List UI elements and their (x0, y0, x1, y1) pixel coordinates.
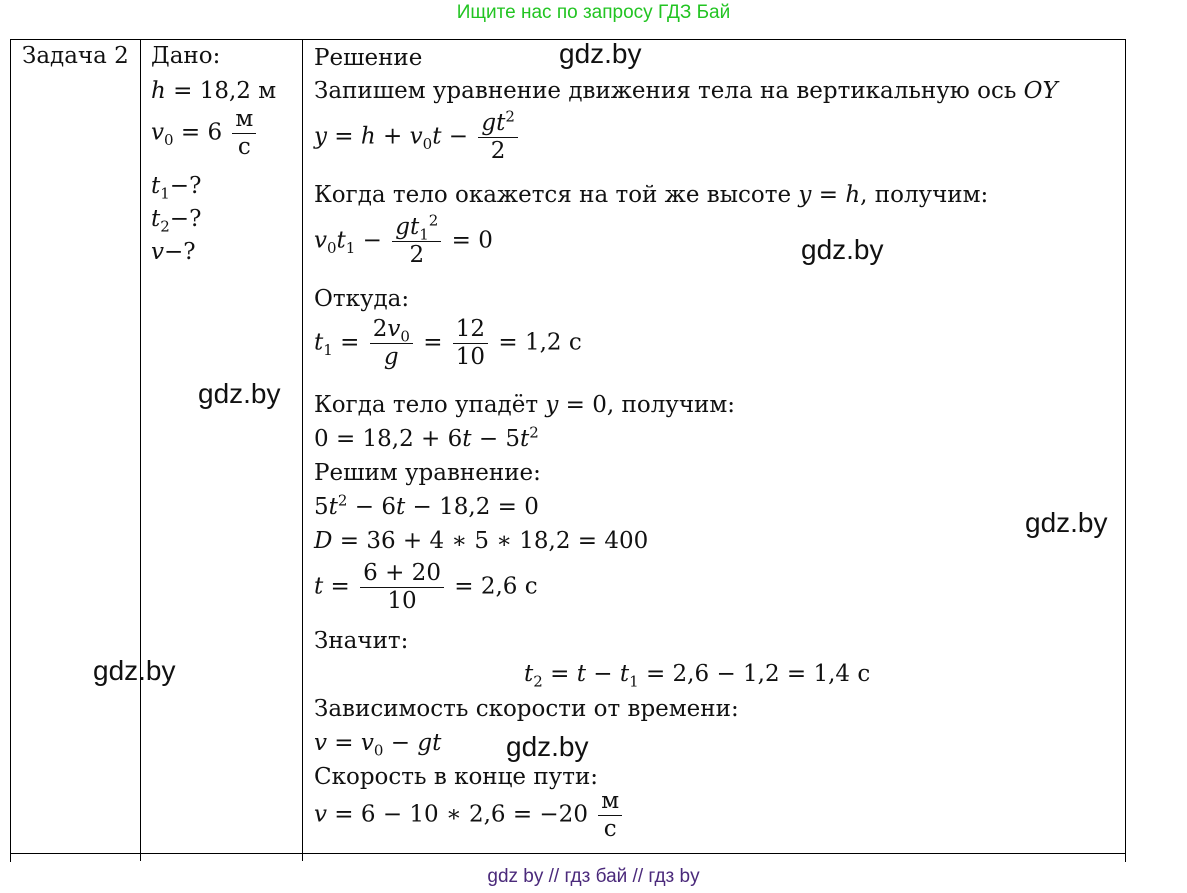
solution-text: Значит: (314, 628, 409, 654)
equation-t2: $t_2 = t - t_1 = 2,6 - 1,2 = 1,4$ с (524, 661, 871, 691)
watermark: gdz.by (1025, 507, 1108, 538)
column-divider (140, 39, 141, 861)
solution-text: Когда тело окажется на той же высоте y = h, получим: (314, 182, 989, 208)
equation-ground: $0 = 18,2 + 6t - 5t^2$ (314, 423, 539, 452)
equation-final-speed: v = 6 − 10 ∗ 2,6 = −20 $\frac{м}{с}$ (314, 790, 625, 841)
next-task-row (10, 853, 1125, 862)
equation-quadratic: $5t^2 - 6t - 18,2 = 0$ (314, 491, 539, 520)
equation-t1: $t_1$ = $\frac{2v_0}{g}$ = $\frac{12}{10}$ = 1,2 с (314, 316, 582, 370)
footer-links[interactable]: gdz by // гдз бай // гдз by (487, 866, 700, 887)
solution-text: Запишем уравнение движения тела на вертикальную ось OY (314, 78, 1058, 104)
solution-label: Решение (314, 45, 423, 71)
given-initial-speed: $v_0 = 6$ $\frac{м}{с}$ (151, 108, 259, 159)
solution-text: Откуда: (314, 286, 410, 312)
given-label: Дано: (151, 43, 221, 69)
task-title: Задача 2 (22, 43, 129, 69)
equation-discriminant: D = 36 + 4 ∗ 5 ∗ 18,2 = 400 (314, 528, 649, 554)
question-v: v−? (151, 239, 196, 265)
equation-motion: $y = h + v_0t$ − $\frac{gt^2}{2}$ (314, 112, 521, 163)
equation-velocity: $v = v_0$ − gt (314, 730, 442, 760)
solution-text: Когда тело упадёт y = 0, получим: (314, 392, 736, 418)
watermark: gdz.by (198, 378, 281, 409)
solution-text: Скорость в конце пути: (314, 764, 599, 790)
question-t1: $t_1-$? (151, 173, 202, 203)
search-hint-link[interactable]: Ищите нас по запросу ГДЗ Бай (456, 2, 731, 23)
watermark: gdz.by (801, 234, 884, 265)
watermark: gdz.by (559, 38, 642, 69)
column-divider (302, 39, 303, 861)
solution-text: Зависимость скорости от времени: (314, 696, 739, 722)
equation-same-height: $v_0t_1$ − $\frac{gt_1^2}{2}$ = 0 (314, 211, 493, 268)
given-height: h = 18,2 м (151, 78, 277, 104)
solution-text: Решим уравнение: (314, 460, 541, 486)
equation-root: t = $\frac{6 + 20}{10}$ = 2,6 с (314, 560, 538, 614)
question-t2: $t_2-$? (151, 206, 202, 236)
watermark: gdz.by (93, 655, 176, 686)
watermark: gdz.by (506, 731, 589, 762)
